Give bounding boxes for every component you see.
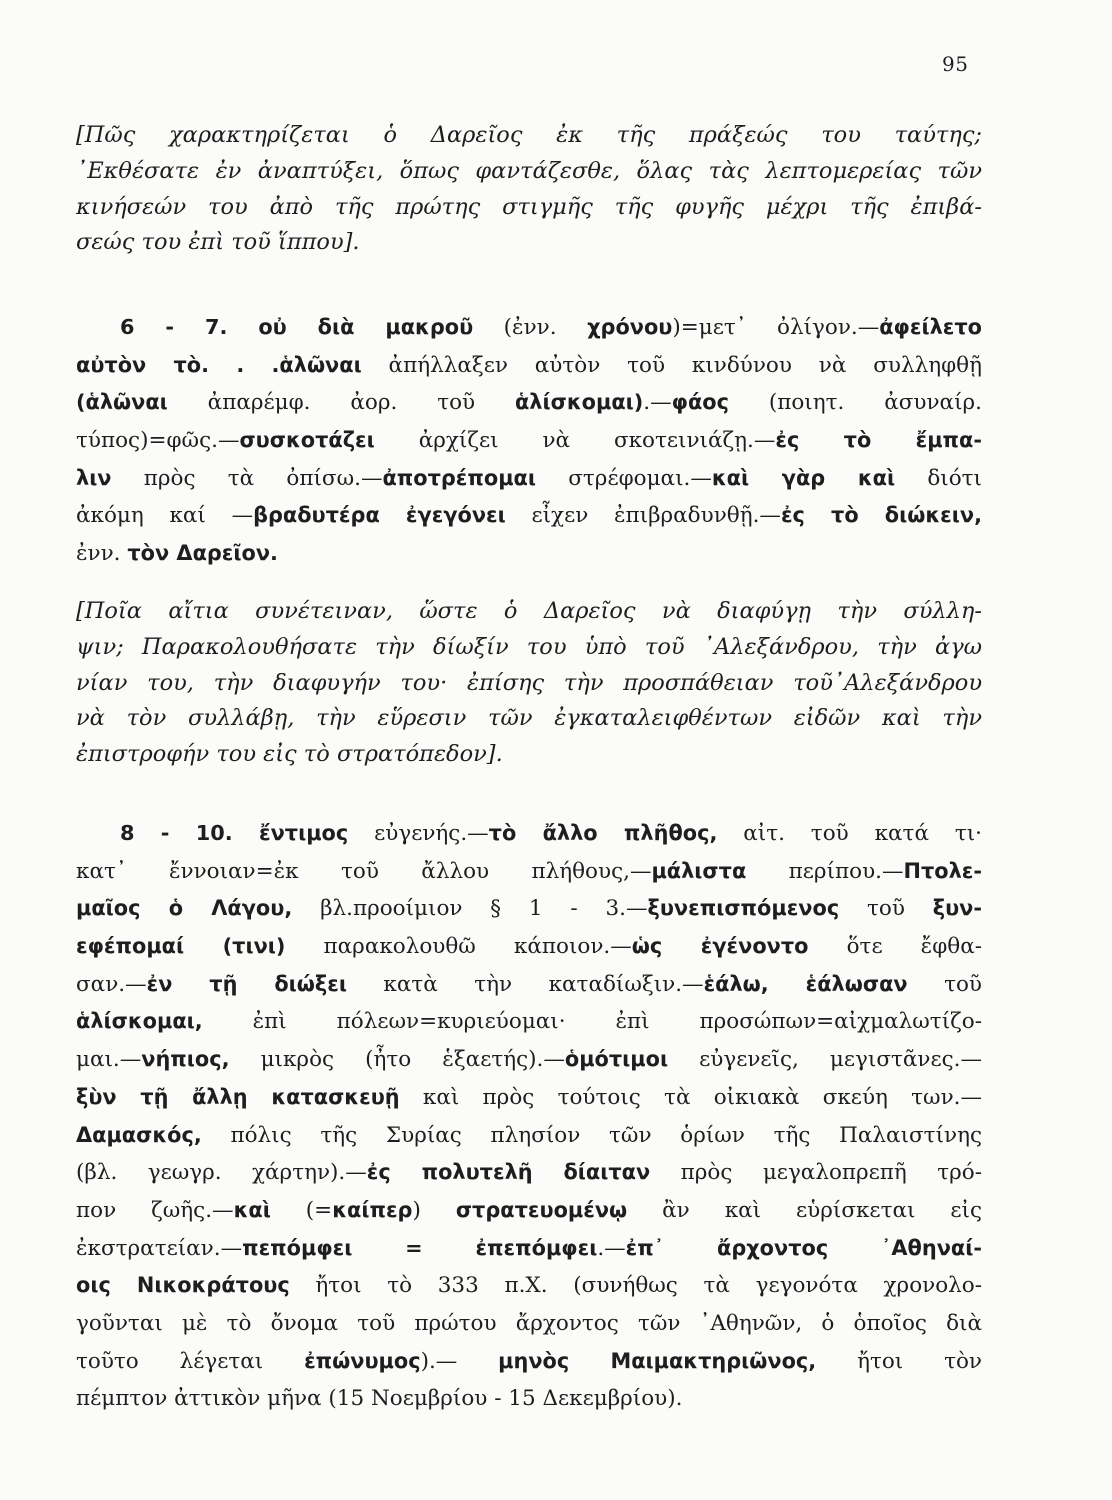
commentary-1-line (76, 384, 982, 422)
gloss-text: (= (270, 1197, 333, 1223)
question-1-line: [Πῶς χαρακτηρίζεται ὁ Δαρεῖος ἐκ τῆς πράξεώς του ταύτης; (76, 122, 982, 148)
lemma-term: ἁλίσκομαι, (76, 1009, 203, 1034)
commentary-2-line (76, 928, 982, 966)
gloss-text: γοῦνται μὲ τὸ ὄνομα τοῦ πρώτου ἄρχοντος τῶν ᾿Αθηνῶν, ὁ ὁποῖος διὰ (76, 1310, 982, 1336)
gloss-text: ἐπὶ πόλεων=κυριεύομαι· ἐπὶ προσώπων=αἰχμαλωτίζο- (202, 1009, 982, 1035)
lemma-term: ὁμότιμοι (564, 1047, 669, 1072)
commentary-2-line (76, 966, 982, 1004)
lemma-term: 8 - 10. ἔντιμος (120, 821, 349, 845)
gloss-text: παρακολουθῶ κάποιον.— (285, 934, 632, 960)
lemma-term: τὸ ἄλλο πλῆθος, (488, 821, 718, 845)
gloss-text: σαν.— (76, 971, 147, 997)
gloss-text: ) (412, 1197, 456, 1223)
question-2-line: νίαν του, τὴν διαφυγήν του· ἐπίσης τὴν προσπάθειαν τοῦ᾿Αλεξάνδρου (76, 669, 982, 696)
lemma-term: πεπόμφει = ἐπεπόμφει (242, 1235, 598, 1260)
lemma-term: Δαμασκός, (76, 1122, 202, 1147)
lemma-term: συσκοτάζει (239, 428, 375, 453)
commentary-1-line (76, 535, 982, 573)
gloss-text: τοῦ (907, 971, 982, 997)
commentary-1-line (76, 347, 982, 385)
question-1-line: κινήσεών του ἀπὸ τῆς πρώτης στιγμῆς τῆς φυγῆς μέχρι τῆς ἐπιβά- (76, 193, 982, 220)
gloss-text: τοῦ (839, 896, 933, 922)
lemma-term: ὡς ἐγένοντο (631, 934, 809, 959)
gloss-text: ἀκόμη καί — (76, 503, 254, 529)
gloss-text: μαι.— (76, 1047, 142, 1073)
gloss-text: ἀπήλλαξεν αὐτὸν τοῦ κινδύνου νὰ συλληφθῇ (361, 352, 982, 378)
commentary-1-line (76, 309, 982, 347)
gloss-text: στρέφομαι.— (536, 465, 712, 491)
gloss-text: πον ζωῆς.— (76, 1197, 234, 1223)
commentary-2-line (76, 890, 982, 928)
lemma-term: ἑάλω, ἑάλωσαν (703, 971, 908, 996)
lemma-term: λιν (76, 465, 112, 490)
gloss-text: μικρὸς (ἦτο ἑξαετής).— (229, 1047, 565, 1073)
lemma-term: βραδυτέρα ἐγεγόνει (253, 503, 506, 528)
gloss-text: .— (643, 390, 672, 416)
gloss-text: πρὸς τὰ ὀπίσω.— (111, 465, 383, 491)
lemma-term: ἐπ᾽ ἄρχοντος ᾿Αθηναί- (625, 1235, 982, 1260)
gloss-text: καὶ πρὸς τούτοις τὰ οἰκιακὰ σκεύη των.— (399, 1084, 982, 1110)
lemma-term: αὐτὸν τὸ. . .ἁλῶναι (76, 352, 362, 377)
commentary-1-line (76, 497, 982, 535)
commentary-2-line (76, 1305, 982, 1343)
lemma-term: ἐπώνυμος (304, 1348, 421, 1373)
gloss-text: διότι (895, 465, 982, 491)
lemma-term: ἀποτρέπομαι (382, 465, 536, 490)
lemma-term: ἐν τῇ διώξει (146, 971, 347, 996)
gloss-text: εἶχεν ἐπιβραδυνθῇ.— (505, 503, 781, 529)
gloss-text: ἂν καὶ εὑρίσκεται εἰς (627, 1197, 982, 1223)
gloss-text: εὐγενής.— (348, 821, 489, 846)
gloss-text: ).— (420, 1348, 499, 1374)
question-1-line: σεώς του ἐπὶ τοῦ ἵππου]. (76, 229, 360, 256)
lemma-term: καίπερ (332, 1197, 413, 1222)
question-1-line: ᾿Εκθέσατε ἐν ἀναπτύξει, ὅπως φαντάζεσθε, ὅλας τὰς λεπτομερείας τῶν (76, 157, 982, 184)
commentary-2-line (76, 1154, 982, 1192)
gloss-text: πρὸς μεγαλοπρεπῆ τρό- (650, 1160, 982, 1186)
gloss-text: )=μετ᾽ ὀλίγον.— (672, 315, 880, 340)
gloss-text: .— (597, 1235, 626, 1261)
gloss-text: εὐγενεῖς, μεγιστᾶνες.— (668, 1047, 982, 1073)
lemma-term: χρόνου (587, 315, 673, 339)
commentary-2-line (76, 1003, 982, 1041)
gloss-text: βλ.προοίμιον § 1 - 3.— (292, 896, 648, 922)
lemma-term: ἁλίσκομαι) (514, 390, 644, 415)
gloss-text: τοῦτο λέγεται (76, 1348, 305, 1374)
lemma-term: ἀφείλετο (879, 315, 982, 339)
lemma-term: φάος (671, 390, 729, 415)
gloss-text: αἰτ. τοῦ κατά τι· (717, 821, 982, 846)
gloss-text: ἤτοι τὸν (816, 1348, 982, 1374)
gloss-text: ἀρχίζει νὰ σκοτεινιάζῃ.— (374, 428, 776, 454)
commentary-2-line (76, 1117, 982, 1155)
gloss-text: κατὰ τὴν καταδίωξιν.— (346, 971, 704, 997)
lemma-term: ἐς πολυτελῆ δίαιταν (366, 1160, 651, 1185)
lemma-term: (ἁλῶναι (76, 390, 168, 415)
gloss-text: (βλ. γεωγρ. χάρτην).— (76, 1160, 367, 1186)
lemma-term: οις Νικοκράτους (76, 1273, 290, 1298)
gloss-text: ἐνν. (76, 541, 128, 567)
commentary-2-line (76, 1343, 982, 1381)
lemma-term: μηνὸς Μαιμακτηριῶνος, (498, 1348, 817, 1373)
lemma-term: Πτολε- (903, 858, 982, 883)
commentary-2-line (76, 1267, 982, 1305)
commentary-paragraph-2 (76, 815, 982, 1418)
gloss-text: (ποιητ. ἀσυναίρ. (728, 390, 982, 416)
commentary-2-line (76, 1230, 982, 1268)
commentary-2-line (76, 1192, 982, 1230)
gloss-text: κατ᾽ ἔννοιαν=ἐκ τοῦ ἄλλου πλήθους,— (76, 858, 652, 884)
lemma-term: τὸν Δαρεῖον. (127, 541, 278, 566)
lemma-term: μαῖος ὁ Λάγου, (76, 896, 293, 921)
commentary-2-line (76, 1380, 982, 1418)
gloss-text: περίπου.— (746, 858, 904, 884)
commentary-2-line (76, 853, 982, 891)
commentary-1-line (76, 460, 982, 498)
page-number: 95 (942, 52, 969, 76)
commentary-2-line (76, 815, 982, 853)
lemma-term: 6 - 7. οὐ διὰ μακροῦ (120, 315, 474, 339)
question-2-line: [Ποῖα αἴτια συνέτειναν, ὥστε ὁ Δαρεῖος νὰ διαφύγῃ τὴν σύλλη- (76, 598, 982, 624)
lemma-term: καὶ (233, 1197, 271, 1222)
question-paragraph-1 (76, 118, 982, 261)
commentary-2-line (76, 1041, 982, 1079)
lemma-term: ἐς τὸ διώκειν, (780, 503, 982, 528)
lemma-term: ξυν- (932, 896, 982, 921)
lemma-term: νήπιος, (141, 1047, 230, 1072)
lemma-term: ξυνεπισπόμενος (647, 896, 840, 921)
gloss-text: ὅτε ἔφθα- (808, 934, 982, 960)
gloss-text: ἐκστρατείαν.— (76, 1235, 243, 1261)
gloss-text: πόλις τῆς Συρίας πλησίον τῶν ὁρίων τῆς Παλαιστίνης (201, 1122, 982, 1148)
gloss-text: τύπος)=φῶς.— (76, 428, 240, 454)
lemma-term: καὶ γὰρ καὶ (711, 465, 896, 490)
gloss-text: ἀπαρέμφ. ἀορ. τοῦ (167, 390, 515, 416)
lemma-term: εφέπομαί (τινι) (76, 934, 286, 959)
commentary-2-line (76, 1079, 982, 1117)
commentary-paragraph-1 (76, 309, 982, 573)
question-2-line: νὰ τὸν συλλάβῃ, τὴν εὕρεσιν τῶν ἐγκαταλειφθέντων εἰδῶν καὶ τὴν (76, 705, 982, 732)
gloss-text: πέμπτον ἀττικὸν μῆνα (15 Νοεμβρίου - 15 Δεκεμβρίου). (76, 1386, 683, 1412)
lemma-term: στρατευομένῳ (455, 1197, 628, 1222)
question-paragraph-2 (76, 594, 982, 773)
lemma-term: μάλιστα (651, 858, 747, 883)
question-2-line: ψιν; Παρακολουθήσατε τὴν δίωξίν του ὑπὸ τοῦ ᾿Αλεξάνδρου, τὴν ἀγω (76, 633, 982, 660)
gloss-text: (ἐνν. (473, 315, 588, 340)
gloss-text: ἤτοι τὸ 333 π.Χ. (συνήθως τὰ γεγονότα χρονολο- (289, 1273, 982, 1299)
question-2-line: ἐπιστροφήν του εἰς τὸ στρατόπεδον]. (76, 741, 503, 768)
commentary-1-line (76, 422, 982, 460)
lemma-term: ξὺν τῇ ἄλλῃ κατασκευῇ (76, 1084, 400, 1109)
lemma-term: ἐς τὸ ἔμπα- (775, 428, 982, 453)
